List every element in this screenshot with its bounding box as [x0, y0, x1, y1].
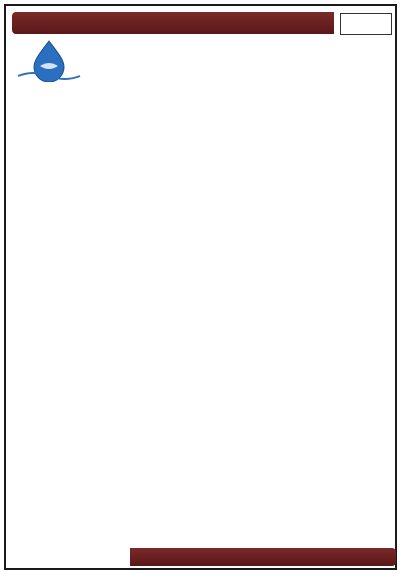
section-3: [10, 408, 390, 418]
notice-title: [12, 12, 334, 34]
footer-org-name: [130, 548, 396, 566]
section-7: [10, 496, 390, 506]
date-line: [10, 536, 130, 546]
section-4: [10, 418, 390, 444]
website-link[interactable]: [232, 198, 294, 210]
section-1: [10, 312, 390, 356]
section-2: [10, 356, 390, 408]
section-5: [10, 444, 390, 478]
section-6: [10, 478, 390, 496]
round-badge: [340, 13, 392, 35]
intro-paragraph: [92, 38, 390, 108]
section-8: [10, 506, 390, 524]
water-drop-logo-icon: [10, 38, 88, 82]
body-paragraph-1: [10, 108, 390, 196]
closing-text: [10, 524, 390, 536]
org-logo: [10, 38, 88, 98]
body-paragraph-2: [10, 196, 390, 268]
notice-heading: [10, 298, 390, 310]
